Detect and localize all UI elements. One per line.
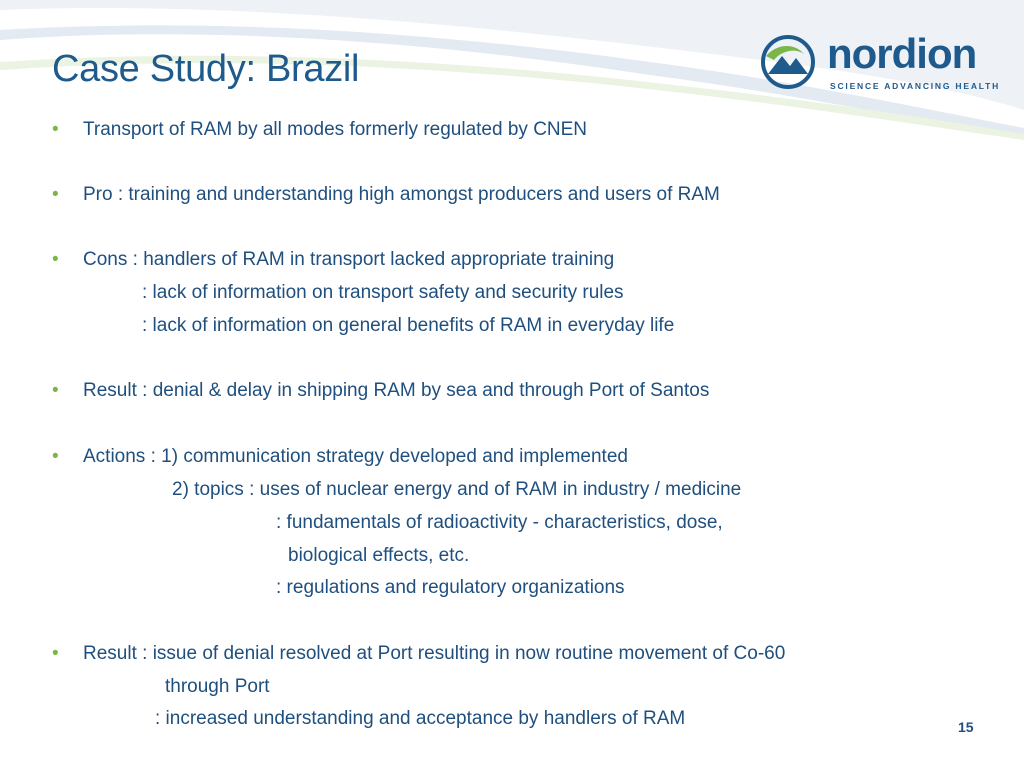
bullet-marker: •: [52, 643, 59, 664]
logo-tagline: SCIENCE ADVANCING HEALTH: [830, 81, 1001, 91]
bullet-continuation: biological effects, etc.: [288, 545, 470, 566]
bullet-text: Result : denial & delay in shipping RAM by sea and through Port of Santos: [83, 380, 710, 401]
bullet-text: Cons : handlers of RAM in transport lacked appropriate training: [83, 249, 615, 270]
bullet-text: Actions : 1) communication strategy developed and implemented: [83, 446, 628, 467]
bullet-text: Pro : training and understanding high amongst producers and users of RAM: [83, 184, 720, 205]
bullet-continuation: : lack of information on general benefits of RAM in everyday life: [142, 315, 675, 336]
bullet-text: Transport of RAM by all modes formerly regulated by CNEN: [83, 119, 588, 140]
bullet-continuation: through Port: [165, 676, 270, 697]
logo-wordmark: nordion: [827, 30, 977, 77]
nordion-logo: [760, 30, 1001, 94]
bullet-continuation: : increased understanding and acceptance by handlers of RAM: [155, 708, 686, 729]
bullet-marker: •: [52, 249, 59, 270]
bullet-marker: •: [52, 446, 59, 467]
bullet-marker: •: [52, 380, 59, 401]
bullet-continuation: : regulations and regulatory organizations: [276, 577, 625, 598]
slide-title: Case Study: Brazil: [52, 48, 360, 90]
nordion-mountain-icon: [760, 34, 816, 90]
bullet-continuation: : lack of information on transport safety and security rules: [142, 282, 624, 303]
bullet-continuation: 2) topics : uses of nuclear energy and of RAM in industry / medicine: [172, 479, 742, 500]
bullet-continuation: : fundamentals of radioactivity - characteristics, dose,: [276, 512, 723, 533]
page-number: 15: [958, 719, 974, 735]
bullet-marker: •: [52, 119, 59, 140]
bullet-text: Result : issue of denial resolved at Port resulting in now routine movement of Co-60: [83, 643, 786, 664]
bullet-marker: •: [52, 184, 59, 205]
